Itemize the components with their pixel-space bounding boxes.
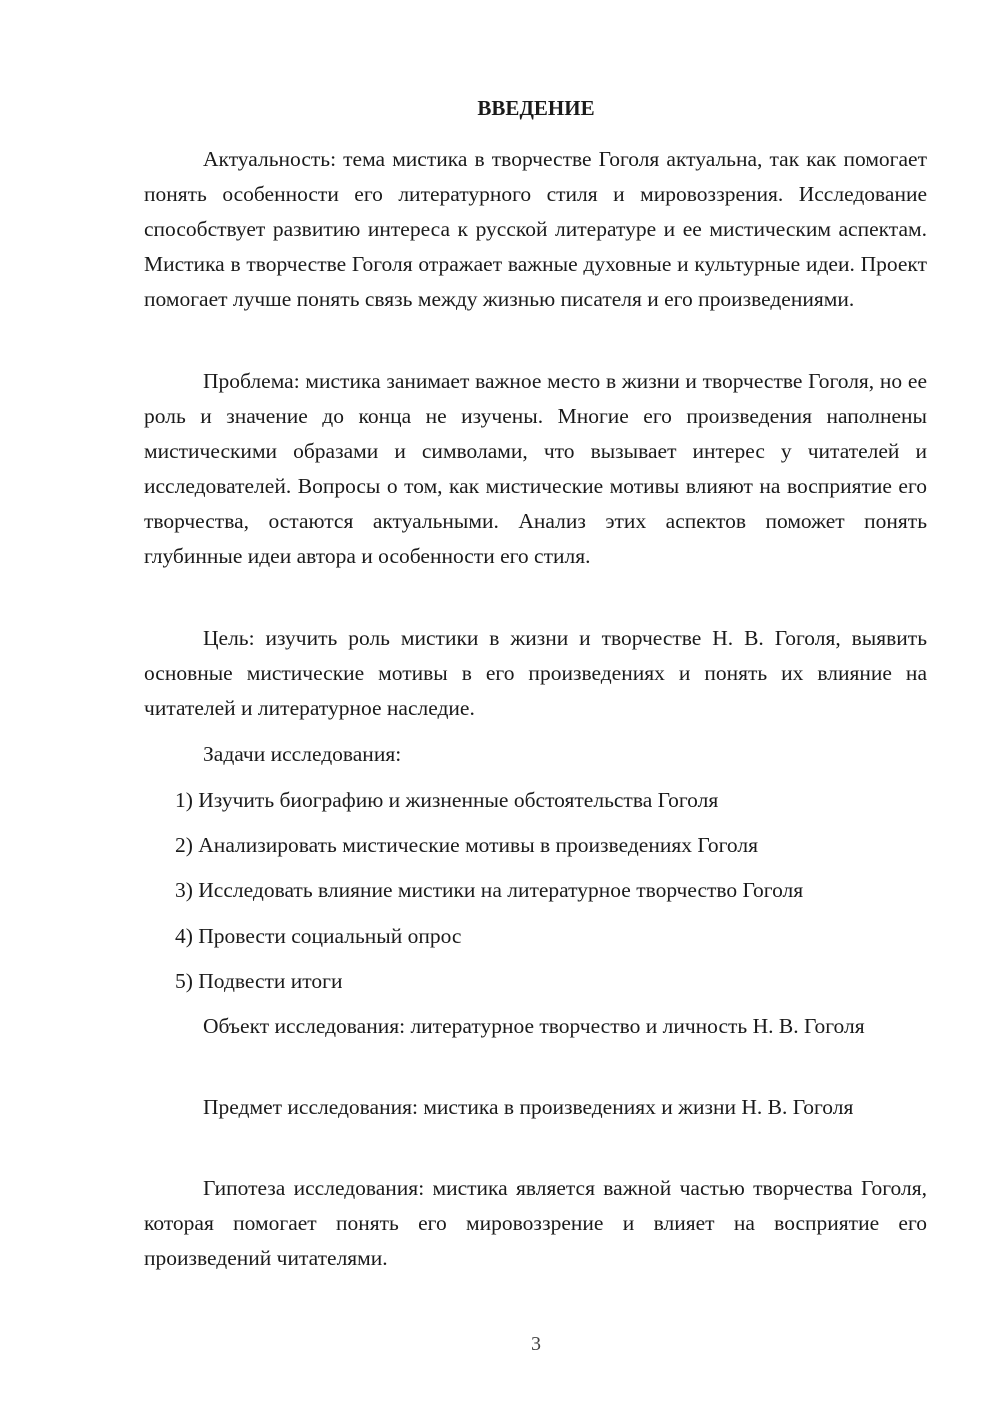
list-item: 4) Провести социальный опрос: [175, 924, 462, 948]
tasks-title: Задачи исследования:: [203, 742, 402, 766]
relevance-paragraph: Актуальность: тема мистика в творчестве Гоголя актуальна, так как помогает понять особенности его литературного стиля и мировоззрения. Исследование способствует развитию интереса к русской литературе и ее мистическим аспектам. Мистика в творчестве Гоголя отражает важные духовные и культурные идеи. Проект помогает лучше понять связь между жизнью писателя и его произведениями.: [144, 147, 927, 311]
list-item: 1) Изучить биографию и жизненные обстоятельства Гоголя: [175, 788, 719, 812]
problem-paragraph: Проблема: мистика занимает важное место в жизни и творчестве Гоголя, но ее роль и значение до конца не изучены. Многие его произведения наполнены мистическими образами и символами, что вызывает интерес у читателей и исследователей. Вопросы о том, как мистические мотивы влияют на восприятие его творчества, остаются актуальными. Анализ этих аспектов поможет понять глубинные идеи автора и особенности его стиля.: [144, 369, 927, 568]
hypothesis-paragraph: Гипотеза исследования: мистика является важной частью творчества Гоголя, которая помогает понять его мировоззрение и влияет на восприятие его произведений читателями.: [144, 1176, 927, 1270]
list-item: 2) Анализировать мистические мотивы в произведениях Гоголя: [175, 833, 758, 857]
page-number: 3: [531, 1333, 541, 1355]
page-title: ВВЕДЕНИЕ: [477, 96, 595, 120]
subject-paragraph: Предмет исследования: мистика в произведениях и жизни Н. В. Гоголя: [203, 1095, 854, 1119]
list-item: 5) Подвести итоги: [175, 969, 343, 993]
list-item: 3) Исследовать влияние мистики на литературное творчество Гоголя: [175, 878, 804, 902]
object-paragraph: Объект исследования: литературное творчество и личность Н. В. Гоголя: [203, 1014, 865, 1038]
goal-paragraph: Цель: изучить роль мистики в жизни и творчестве Н. В. Гоголя, выявить основные мистические мотивы в его произведениях и понять их влияние на читателей и литературное наследие.: [144, 626, 927, 720]
